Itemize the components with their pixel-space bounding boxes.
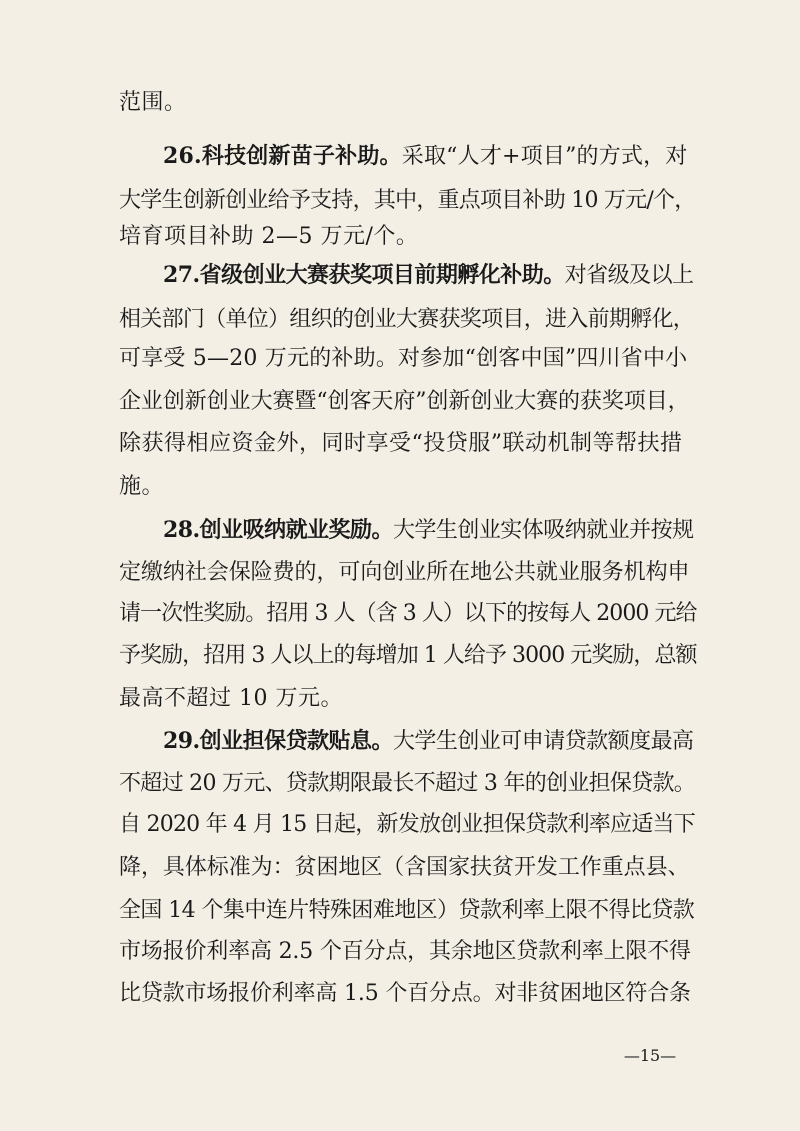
line-text: 定缴纳社会保险费的，可向创业所在地公共就业服务机构申 xyxy=(119,560,690,585)
line-text: 大学生创新创业给予支持，其中，重点项目补助 10 万元/个， xyxy=(119,188,696,213)
body-line xyxy=(119,806,696,844)
body-line xyxy=(119,975,691,1013)
body-line xyxy=(119,849,690,887)
body-line xyxy=(119,595,697,633)
line-text: 市场报价利率高 2.5 个百分点，其余地区贷款利率上限不得 xyxy=(119,939,691,964)
line-text: 大学生创业可申请贷款额度最高 xyxy=(392,729,694,754)
body-line xyxy=(119,383,690,421)
body-line xyxy=(119,554,690,592)
line-text: 比贷款市场报价利率高 1.5 个百分点。对非贫困地区符合条 xyxy=(119,981,691,1006)
section-27-heading: 27.省级创业大赛获奖项目前期孵化补助。 xyxy=(163,262,565,288)
line-text: 可享受 5—20 万元的补助。对参加“创客中国”四川省中小 xyxy=(119,346,688,371)
section-28-heading: 28.创业吸纳就业奖励。 xyxy=(163,517,393,543)
line-text: 予奖励，招用 3 人以上的每增加 1 人给予 3000 元奖励，总额 xyxy=(119,643,697,668)
section-29-heading: 29.创业担保贷款贴息。 xyxy=(163,728,393,754)
body-line xyxy=(119,218,685,256)
body-line xyxy=(119,425,685,463)
line-text: 范围。 xyxy=(119,90,187,115)
body-line xyxy=(119,468,685,506)
line-text: 企业创新创业大赛暨“创客天府”创新创业大赛的获奖项目， xyxy=(119,389,690,414)
page-number: —15— xyxy=(623,1046,677,1065)
body-line xyxy=(119,765,696,803)
section-26-heading: 26.科技创新苗子补助。 xyxy=(163,143,402,169)
body-line xyxy=(119,933,691,971)
body-line xyxy=(119,892,695,930)
body-line xyxy=(119,340,688,378)
line-text: 大学生创业实体吸纳就业并按规 xyxy=(392,518,694,543)
body-line xyxy=(119,680,685,718)
section-26-line xyxy=(163,137,688,175)
section-29-line xyxy=(163,722,694,760)
line-text: 自 2020 年 4 月 15 日起，新发放创业担保贷款利率应适当下 xyxy=(119,812,696,837)
body-line xyxy=(119,637,697,675)
line-text: 采取“人才+项目”的方式，对 xyxy=(401,144,688,169)
line-text: 对省级及以上 xyxy=(564,263,694,288)
section-27-line xyxy=(163,256,694,294)
line-text: 全国 14 个集中连片特殊困难地区）贷款利率上限不得比贷款 xyxy=(119,898,695,923)
line-text: 施。 xyxy=(119,474,165,499)
line-text: 请一次性奖励。招用 3 人（含 3 人）以下的按每人 2000 元给 xyxy=(119,601,697,626)
body-line xyxy=(119,84,685,122)
line-text: 相关部门（单位）组织的创业大赛获奖项目，进入前期孵化， xyxy=(119,307,695,332)
line-text: 不超过 20 万元、贷款期限最长不超过 3 年的创业担保贷款。 xyxy=(119,771,696,796)
body-line xyxy=(119,182,696,220)
line-text: 培育项目补助 2—5 万元/个。 xyxy=(119,224,419,249)
body-line xyxy=(119,301,695,339)
section-28-line xyxy=(163,511,694,549)
line-text: 除获得相应资金外，同时享受“投贷服”联动机制等帮扶措 xyxy=(119,431,683,456)
line-text: 降，具体标准为：贫困地区（含国家扶贫开发工作重点县、 xyxy=(119,855,690,880)
line-text: 最高不超过 10 万元。 xyxy=(119,686,343,711)
